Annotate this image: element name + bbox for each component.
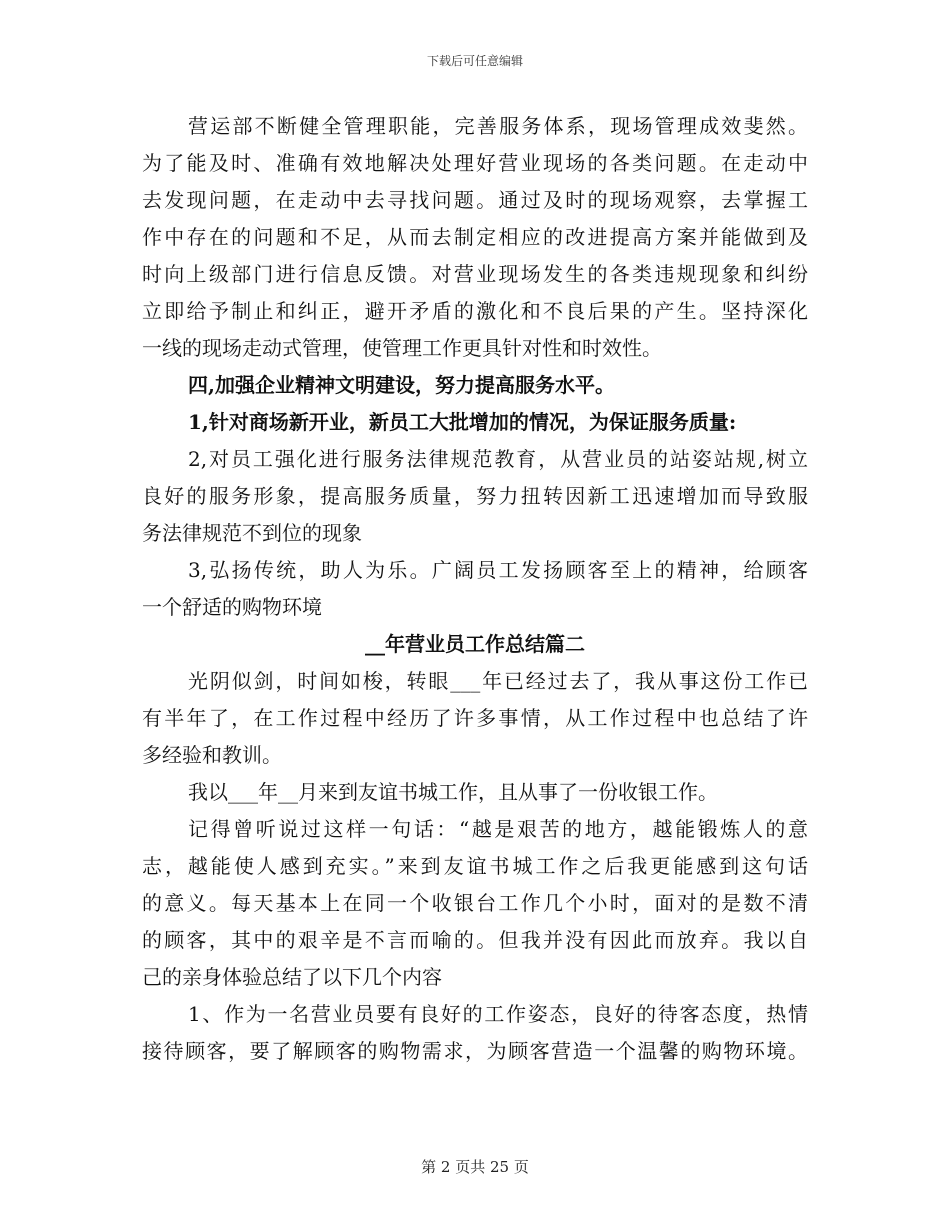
paragraph-line: 有半年了，在工作过程中经历了许多事情，从工作过程中也总结了许 [142, 706, 808, 730]
paragraph-line: 的顾客，其中的艰辛是不言而喻的。但我并没有因此而放弃。我以自 [142, 928, 808, 952]
paragraph-line: 一线的现场走动式管理，使管理工作更具针对性和时效性。 [142, 336, 662, 360]
paragraph-line: 去发现问题，在走动中去寻找问题。通过及时的现场观察，去掌握工 [142, 188, 808, 212]
paragraph-line: 作中存在的问题和不足，从而去制定相应的改进提高方案并能做到及 [142, 225, 808, 249]
subsection-heading: 1,针对商场新开业，新员工大批增加的情况，为保证服务质量: [188, 410, 737, 434]
paragraph-line: 立即给予制止和纠正，避开矛盾的激化和不良后果的产生。坚持深化 [142, 299, 808, 323]
paragraph-line: 3,弘扬传统，助人为乐。广阔员工发扬顾客至上的精神，给顾客 [188, 558, 808, 582]
paragraph-line: 为了能及时、准确有效地解决处理好营业现场的各类问题。在走动中 [142, 151, 808, 175]
paragraph-line: 的意义。每天基本上在同一个收银台工作几个小时，面对的是数不清 [142, 891, 808, 915]
section-heading: 四,加强企业精神文明建设，努力提高服务水平。 [188, 373, 615, 397]
paragraph-line: 营运部不断健全管理职能，完善服务体系，现场管理成效斐然。 [188, 114, 808, 138]
article-title: __年营业员工作总结篇二 [365, 632, 585, 656]
paragraph-line: 良好的服务形象，提高服务质量，努力扭转因新工迅速增加而导致服 [142, 484, 808, 508]
page-footer: 第 2 页共 25 页 [421, 1158, 529, 1176]
paragraph-line: 时向上级部门进行信息反馈。对营业现场发生的各类违规现象和纠纷 [142, 262, 808, 286]
paragraph-line: 我以___年__月来到友谊书城工作，且从事了一份收银工作。 [188, 780, 718, 804]
paragraph-line: 务法律规范不到位的现象 [142, 521, 362, 545]
paragraph-line: 1、作为一名营业员要有良好的工作姿态，良好的待客态度，热情 [188, 1002, 808, 1026]
paragraph-line: 多经验和教训。 [142, 743, 282, 767]
page-header: 下载后可任意编辑 [426, 54, 523, 68]
paragraph-line: 己的亲身体验总结了以下几个内容 [142, 965, 442, 989]
paragraph-line: 一个舒适的购物环境 [142, 595, 322, 619]
paragraph-line: 光阴似剑，时间如梭，转眼___年已经过去了，我从事这份工作已 [188, 669, 808, 693]
document-body [142, 108, 808, 1070]
paragraph-line: 2,对员工强化进行服务法律规范教育，从营业员的站姿站规,树立 [188, 447, 808, 471]
paragraph-line: 接待顾客，要了解顾客的购物需求，为顾客营造一个温馨的购物环境。 [142, 1039, 808, 1063]
paragraph-line: 记得曾听说过这样一句话：“越是艰苦的地方，越能锻炼人的意 [188, 817, 808, 841]
paragraph-line: 志，越能使人感到充实。”来到友谊书城工作之后我更能感到这句话 [142, 854, 808, 878]
